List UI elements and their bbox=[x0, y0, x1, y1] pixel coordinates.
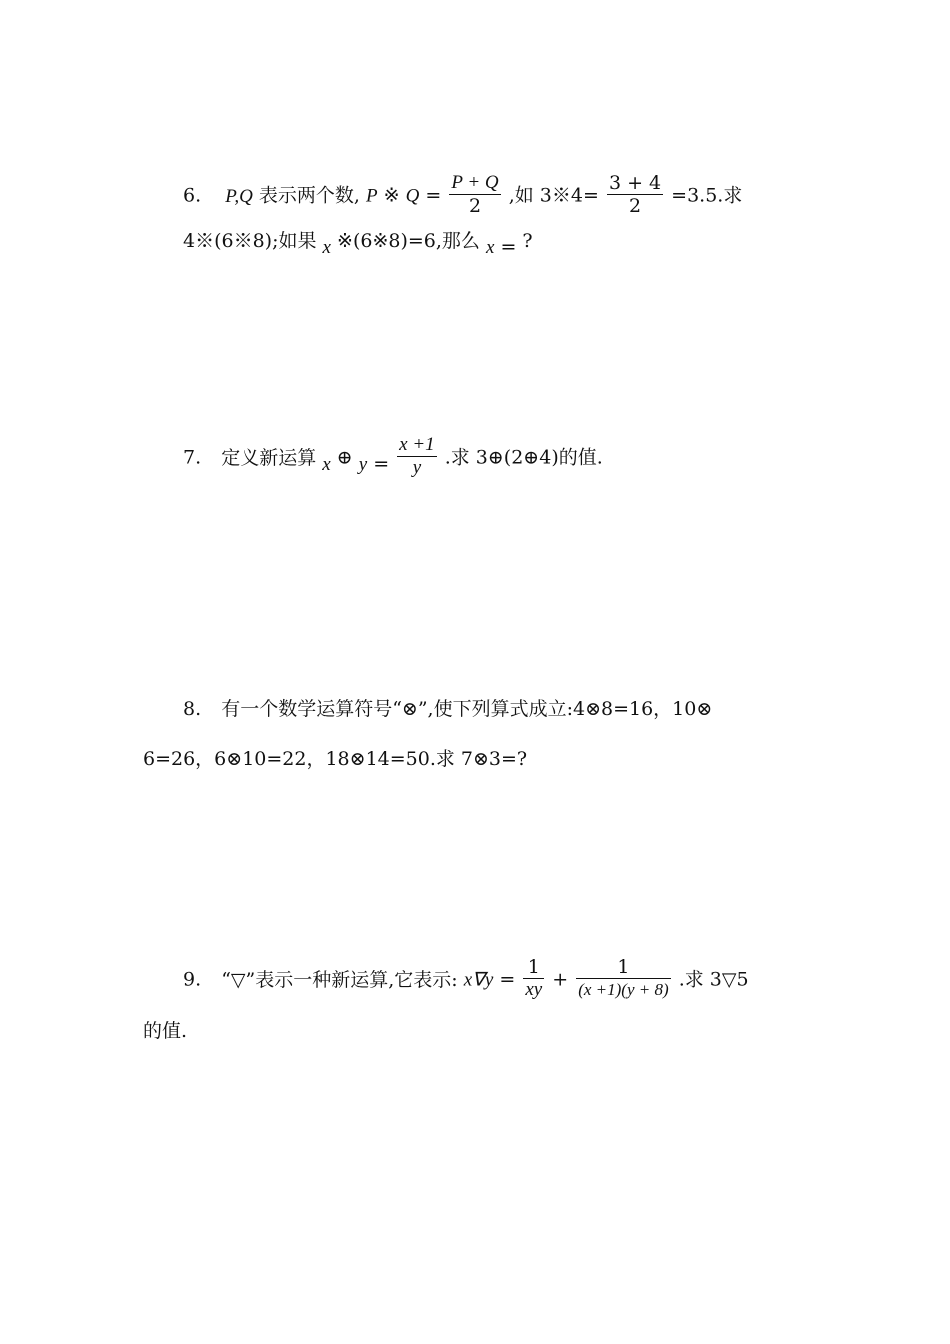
equals-sign: = bbox=[425, 184, 442, 207]
var-x: x bbox=[322, 237, 331, 258]
problem-6-line-1 bbox=[183, 174, 742, 219]
problem-text: 有一个数学运算符号“⊗”,使下列算式成立:4⊗8=16，10⊗ bbox=[221, 698, 713, 720]
fraction-1-denominator: xy bbox=[525, 979, 543, 1000]
problem-9-line-2 bbox=[143, 1022, 187, 1041]
equals-sign: = bbox=[500, 236, 517, 258]
fraction-2 bbox=[576, 956, 670, 1001]
plus-sign: + bbox=[552, 968, 569, 991]
equals-sign: = bbox=[373, 452, 390, 475]
problem-number: 8. bbox=[183, 698, 202, 720]
problem-8-line-1 bbox=[183, 700, 712, 719]
operator-symbol: ⊕ bbox=[336, 446, 353, 469]
example-denominator: 2 bbox=[628, 195, 642, 217]
question-text-a: 4※(6※8);如果 bbox=[183, 230, 317, 252]
equals-sign: = bbox=[499, 968, 516, 991]
definition-fraction bbox=[397, 434, 437, 479]
problem-7-line-1 bbox=[183, 436, 603, 481]
var-x: x bbox=[322, 453, 331, 475]
example-text: ,如 3※4= bbox=[508, 184, 599, 207]
intro-text: “▽”表示一种新运算,它表示: bbox=[221, 968, 458, 991]
fraction-numerator: x +1 bbox=[399, 434, 435, 455]
lhs-expression: x∇y bbox=[463, 969, 494, 991]
intro-text: 定义新运算 bbox=[221, 446, 317, 469]
definition-fraction bbox=[449, 172, 500, 217]
question-text: .求 3▽5 bbox=[678, 968, 749, 991]
problem-text: 的值. bbox=[143, 1020, 188, 1042]
operator-symbol: ※ bbox=[383, 184, 400, 207]
example-fraction bbox=[607, 172, 663, 217]
problem-6-line-2 bbox=[183, 230, 533, 258]
fraction-2-denominator: (x +1)(y + 8) bbox=[578, 980, 669, 999]
fraction-2-numerator: 1 bbox=[576, 956, 670, 979]
intro-text: 表示两个数, bbox=[258, 184, 360, 207]
fraction-denominator: y bbox=[412, 457, 422, 478]
problem-9-line-1 bbox=[183, 958, 749, 1003]
problem-number: 6. bbox=[183, 184, 202, 207]
problem-text: 6=26，6⊗10=22，18⊗14=50.求 7⊗3=? bbox=[143, 748, 528, 770]
problem-8-line-2 bbox=[143, 750, 527, 769]
var-q: Q bbox=[405, 185, 420, 207]
problem-number: 7. bbox=[183, 446, 202, 469]
question-mark: ? bbox=[522, 230, 533, 252]
fraction-1-numerator: 1 bbox=[523, 956, 544, 979]
fraction-denominator: 2 bbox=[468, 195, 482, 217]
fraction-1 bbox=[523, 956, 544, 1001]
var-p: P bbox=[365, 185, 378, 207]
var-y: y bbox=[358, 453, 368, 475]
example-result: =3.5.求 bbox=[671, 184, 743, 207]
question-text-b: ※(6※8)=6,那么 bbox=[337, 230, 480, 252]
problem-number: 9. bbox=[183, 968, 202, 991]
variables: P,Q bbox=[225, 185, 253, 207]
question-text: .求 3⊕(2⊕4)的值. bbox=[444, 446, 603, 469]
example-numerator: 3 + 4 bbox=[608, 172, 662, 194]
var-x: x bbox=[485, 237, 495, 258]
fraction-numerator: P + Q bbox=[451, 172, 499, 193]
